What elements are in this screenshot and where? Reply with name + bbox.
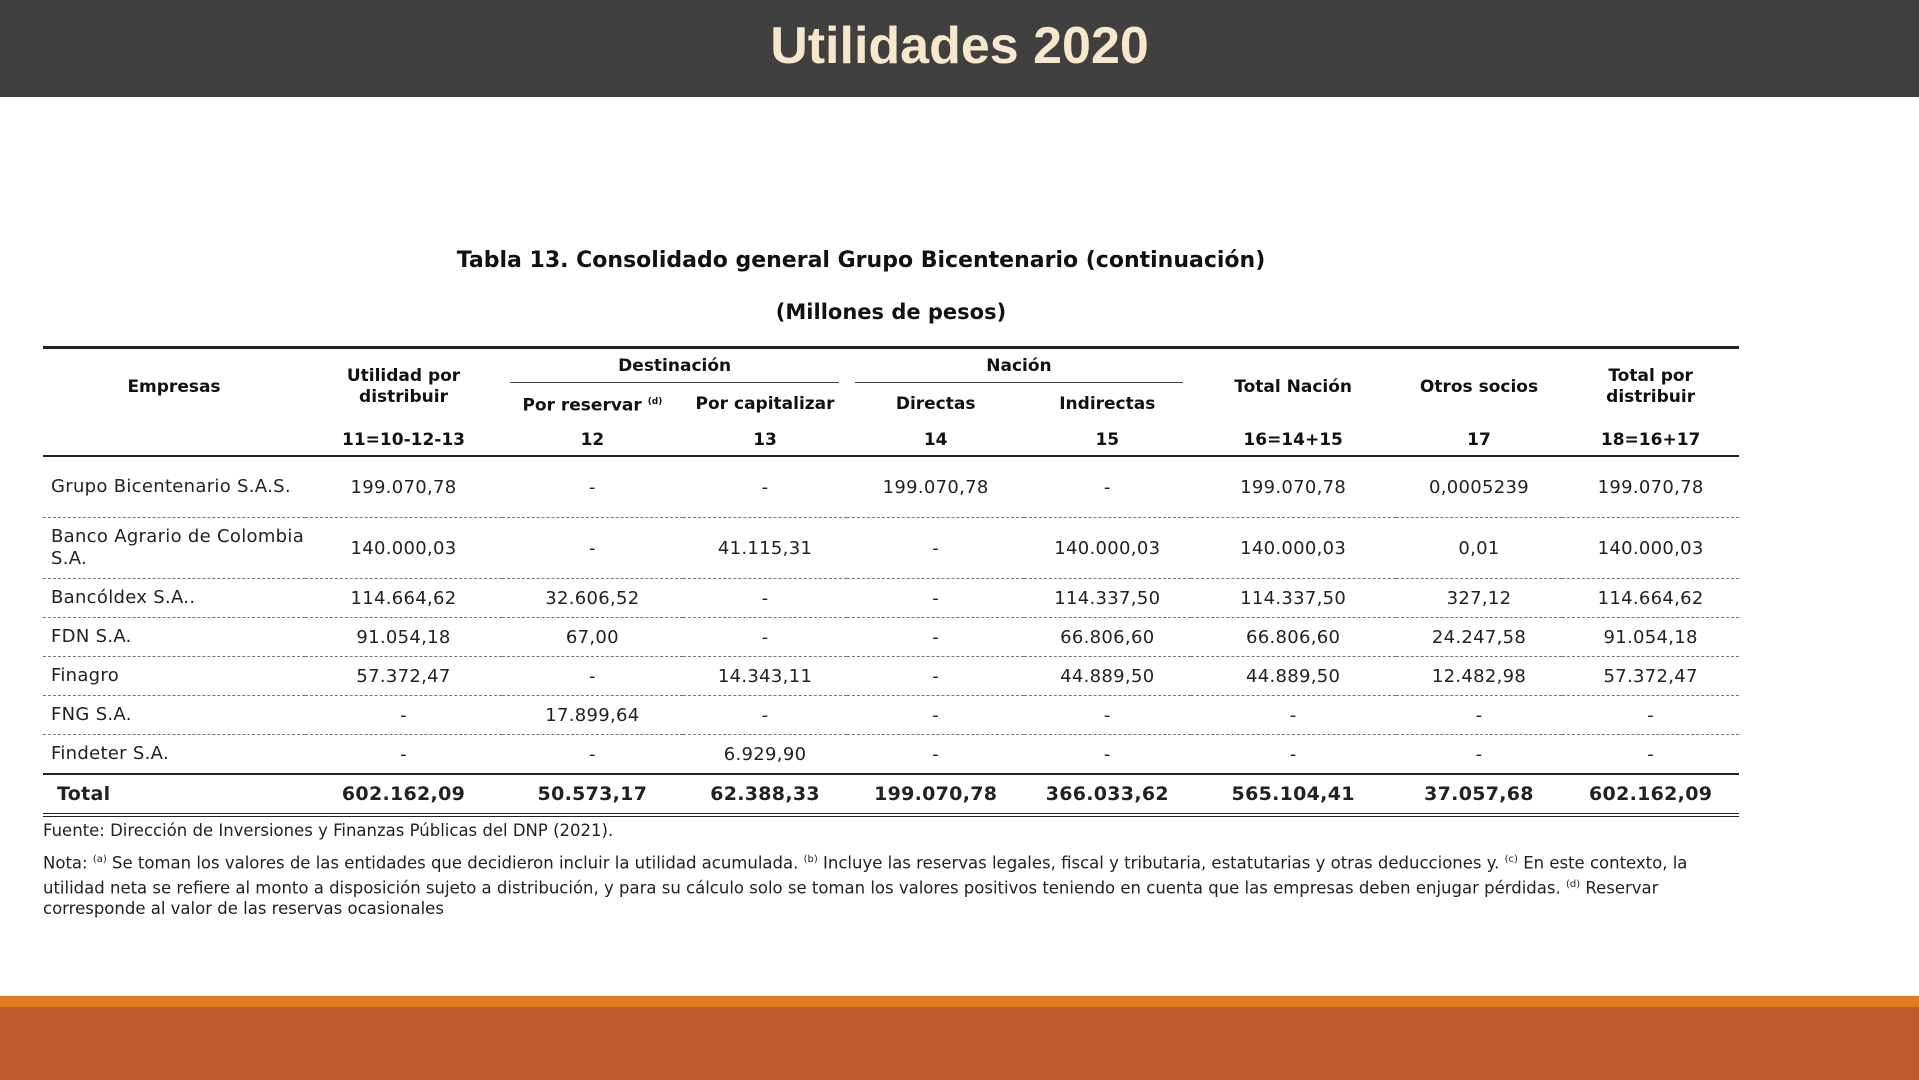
- row-value: -: [932, 704, 940, 726]
- row-empresa: FNG S.A.: [51, 704, 132, 725]
- row-value: 44.889,50: [1245, 665, 1341, 687]
- header-formula-cell: 18=16+17: [1600, 429, 1701, 450]
- row-empresa: FDN S.A.: [51, 626, 132, 647]
- row-value: 327,12: [1446, 587, 1512, 609]
- row-empresa: Finagro: [51, 665, 120, 686]
- source-note: Fuente: Dirección de Inversiones y Finanzas Públicas del DNP (2021).: [43, 821, 614, 840]
- header-total-nacion: Total Nación: [1234, 376, 1353, 397]
- row-value: 91.054,18: [356, 626, 451, 648]
- header-formula-cell: 13: [753, 429, 777, 450]
- footnote-c: En este contexto, la utilidad neta se refiere al monto a disposición sujeto a distribución, y para su cálculo solo se toman los valores positivos teniendo en cuenta que las empresas deben enjugar pérdidas.: [43, 853, 1688, 897]
- row-value: 0,0005239: [1428, 476, 1530, 498]
- footnote-marker: (b): [803, 854, 818, 865]
- row-value: -: [932, 587, 940, 609]
- row-value: -: [932, 537, 940, 559]
- table-subtitle: (Millones de pesos): [775, 300, 1007, 324]
- row-value: 44.889,50: [1060, 665, 1155, 687]
- table-title: Tabla 13. Consolidado general Grupo Bicentenario (continuación): [456, 248, 1266, 273]
- footnote-a: Se toman los valores de las entidades que decidieron incluir la utilidad acumulada.: [106, 853, 804, 873]
- header-indirectas: Indirectas: [1059, 393, 1156, 414]
- row-value: 199.070,78: [882, 476, 989, 498]
- table-row: [43, 456, 1739, 518]
- row-value: 114.664,62: [350, 587, 457, 609]
- total-label: Total: [57, 783, 111, 805]
- row-value: 24.247,58: [1431, 626, 1527, 648]
- row-value: 199.070,78: [1597, 476, 1704, 498]
- row-value: -: [1103, 704, 1111, 726]
- row-empresa: Findeter S.A.: [51, 743, 169, 764]
- total-value: 602.162,09: [1589, 783, 1713, 805]
- header-formula-cell: 17: [1467, 429, 1491, 450]
- total-value: 366.033,62: [1045, 783, 1169, 805]
- header-formula-cell: 11=10-12-13: [342, 429, 465, 450]
- row-value: 140.000,03: [1054, 537, 1161, 559]
- total-value: 37.057,68: [1424, 783, 1534, 805]
- table-row: [43, 579, 1739, 618]
- header-total-distribuir: Total por distribuir: [1606, 366, 1696, 407]
- row-value: 17.899,64: [545, 704, 640, 726]
- row-value: 91.054,18: [1603, 626, 1698, 648]
- header-directas: Directas: [895, 393, 976, 414]
- footnote-marker: (d): [1565, 878, 1581, 890]
- table-notes: [43, 820, 1733, 919]
- footnote-b: Incluye las reservas legales, fiscal y tributaria, estatutarias y otras deducciones y.: [817, 853, 1505, 873]
- footer-accent-line: [0, 996, 1919, 1007]
- table-row: [43, 618, 1739, 657]
- row-value: 14.343,11: [717, 665, 813, 687]
- row-value: 140.000,03: [1240, 537, 1347, 559]
- consolidated-table: [43, 346, 1739, 817]
- row-value: 114.337,50: [1054, 587, 1161, 609]
- row-value: 6.929,90: [723, 743, 807, 765]
- header-nacion: [847, 348, 1190, 384]
- row-empresa: Banco Agrario de Colombia S.A.: [51, 526, 305, 569]
- row-value: 57.372,47: [1603, 665, 1698, 687]
- row-value: -: [761, 476, 769, 498]
- header-utilidad: Utilidad por distribuir: [346, 366, 461, 407]
- row-value: 32.606,52: [545, 587, 640, 609]
- row-value: -: [400, 704, 407, 726]
- row-value: -: [761, 626, 769, 648]
- header-destinacion-label: Destinación: [618, 355, 732, 376]
- header-formula-empty: [43, 425, 305, 456]
- header-formula-cell: 12: [580, 429, 605, 450]
- header-formula-cell: 16=14+15: [1243, 429, 1343, 450]
- total-value: 565.104,41: [1231, 783, 1355, 805]
- row-value: -: [1289, 704, 1297, 726]
- row-value: -: [932, 626, 940, 648]
- footnotes: [43, 849, 1733, 919]
- header-formula-row: [43, 425, 1739, 456]
- row-value: 12.482,98: [1431, 665, 1527, 687]
- row-value: 57.372,47: [356, 665, 451, 687]
- row-value: 199.070,78: [350, 476, 457, 498]
- header-formula-cell: 15: [1095, 429, 1120, 450]
- row-empresa: Bancóldex S.A..: [51, 587, 196, 608]
- row-value: 0,01: [1458, 537, 1500, 559]
- header-nacion-label: Nación: [986, 355, 1052, 376]
- footnote-marker: (a): [92, 854, 107, 865]
- table-row: [43, 657, 1739, 696]
- row-value: 114.337,50: [1240, 587, 1347, 609]
- row-value: -: [1475, 743, 1483, 765]
- footer-bar: [0, 1007, 1919, 1080]
- row-value: -: [761, 587, 769, 609]
- total-value: 602.162,09: [341, 783, 466, 805]
- header-por-reservar: Por reservar $^{(d)}$: [522, 395, 663, 416]
- row-value: 199.070,78: [1240, 476, 1347, 498]
- row-value: 41.115,31: [717, 537, 813, 559]
- row-value: -: [932, 665, 940, 687]
- table-row: [43, 518, 1739, 579]
- total-row: [43, 774, 1739, 815]
- row-value: -: [589, 476, 596, 498]
- total-value: 199.070,78: [874, 783, 998, 805]
- row-value: -: [589, 743, 596, 765]
- row-value: -: [761, 704, 769, 726]
- row-value: 67,00: [565, 626, 619, 648]
- header-formula-cell: 14: [923, 429, 948, 450]
- row-value: 140.000,03: [1597, 537, 1704, 559]
- row-value: -: [1475, 704, 1483, 726]
- total-value: 50.573,17: [537, 783, 648, 805]
- slide-title: Utilidades 2020: [770, 16, 1149, 75]
- header-empresas: Empresas: [127, 376, 221, 397]
- row-value: -: [589, 537, 596, 559]
- row-value: -: [932, 743, 940, 765]
- row-value: -: [1647, 743, 1655, 765]
- table-row: [43, 696, 1739, 735]
- total-value: 62.388,33: [710, 783, 820, 805]
- slide-header-bar: [0, 0, 1919, 97]
- row-empresa: Grupo Bicentenario S.A.S.: [51, 476, 291, 497]
- row-value: 66.806,60: [1245, 626, 1341, 648]
- row-value: -: [589, 665, 596, 687]
- table-row: [43, 735, 1739, 775]
- footnote-marker: (c): [1504, 854, 1518, 865]
- row-value: 140.000,03: [350, 537, 457, 559]
- header-otros-socios: Otros socios: [1419, 376, 1539, 397]
- header-por-capitalizar: Por capitalizar: [695, 393, 835, 414]
- footnote-d: Reservar corresponde al valor de las reservas ocasionales: [43, 878, 1659, 918]
- row-value: 66.806,60: [1060, 626, 1155, 648]
- row-value: -: [1647, 704, 1655, 726]
- row-value: -: [1103, 743, 1111, 765]
- row-value: -: [1289, 743, 1297, 765]
- header-por-reservar-sup: (d): [647, 396, 663, 407]
- header-row-top: [43, 348, 1739, 384]
- header-destinacion: [502, 348, 847, 384]
- row-value: 114.664,62: [1597, 587, 1704, 609]
- row-value: -: [400, 743, 407, 765]
- nota-label: Nota:: [43, 853, 93, 873]
- row-value: -: [1103, 476, 1111, 498]
